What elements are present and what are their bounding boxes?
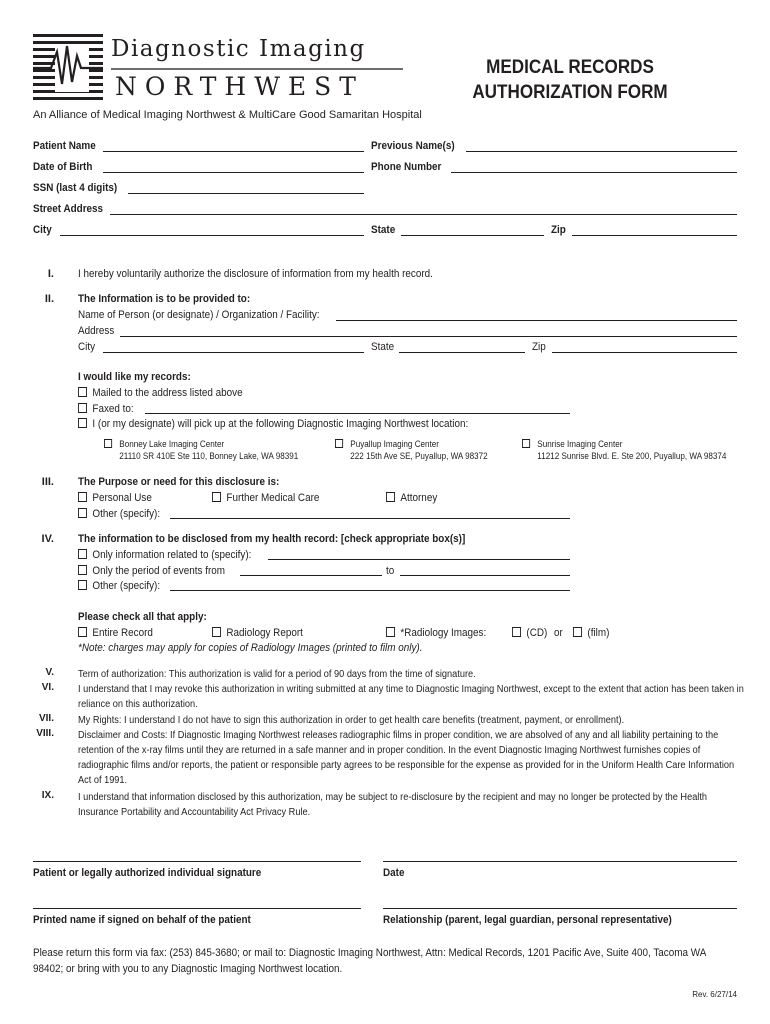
- alliance-text: An Alliance of Medical Imaging Northwest & MultiCare Good Samaritan Hospital: [33, 109, 422, 121]
- recipient-state-label: State: [371, 341, 395, 353]
- checkbox[interactable]: [78, 387, 87, 397]
- checkbox[interactable]: [78, 403, 87, 413]
- checkbox[interactable]: [78, 565, 87, 575]
- section-viii-text: Disclaimer and Costs: If Diagnostic Imaging Northwest releases radiographic films in proper condition, we are absolved of any and all liability pertaining to the retention of the x-ray films until they are returned in a safe manner and in proper condition. In the event Diagnostic Imaging Northwest furnishes copies of radiographic films and/or reports, the patient or responsible party agrees to be responsible for the expense as provided for in the Uniform Health Care Information Act of 1991.: [78, 730, 735, 786]
- disclose-only-related-option[interactable]: Only information related to (specify):: [78, 549, 251, 561]
- phone-field[interactable]: [451, 172, 737, 173]
- street-field[interactable]: [110, 214, 737, 215]
- records-mailed-option[interactable]: Mailed to the address listed above: [78, 387, 243, 399]
- checkbox[interactable]: [78, 549, 87, 559]
- records-delivery-heading: I would like my records:: [78, 371, 191, 383]
- section-ii-number: II.: [44, 293, 54, 305]
- section-viii-number: VIII.: [36, 728, 54, 739]
- checkbox[interactable]: [212, 492, 221, 502]
- checkbox[interactable]: [104, 439, 112, 448]
- images-film-option[interactable]: (film): [573, 627, 609, 639]
- images-or-text: or: [554, 627, 563, 639]
- form-title-line2: AUTHORIZATION FORM: [472, 82, 668, 103]
- dob-field[interactable]: [103, 172, 364, 173]
- section-i-number: I.: [47, 268, 54, 280]
- recipient-city-label: City: [78, 341, 96, 353]
- state-field[interactable]: [401, 235, 544, 236]
- section-vii-text: My Rights: I understand I do not have to sign this authorization in order to get health care benefits (treatment, payment, or enrollment).: [78, 715, 625, 726]
- checkbox[interactable]: [212, 627, 221, 637]
- disclose-period-option[interactable]: Only the period of events from: [78, 565, 225, 577]
- recipient-city-field[interactable]: [103, 352, 364, 353]
- phone-label: Phone Number: [371, 161, 442, 173]
- relationship-label: Relationship (parent, legal guardian, personal representative): [383, 914, 672, 926]
- recipient-person-field[interactable]: [336, 320, 737, 321]
- ssn-field[interactable]: [128, 193, 364, 194]
- checkbox[interactable]: [512, 627, 521, 637]
- state-label: State: [371, 224, 396, 236]
- period-from-field[interactable]: [240, 575, 382, 576]
- location-sunrise[interactable]: Sunrise Imaging Center 11212 Sunrise Blvd. E. Ste 200, Puyallup, WA 98374: [522, 438, 726, 462]
- recipient-zip-field[interactable]: [552, 352, 737, 353]
- recipient-person-label: Name of Person (or designate) / Organization / Facility:: [78, 309, 320, 321]
- section-ix-number: IX.: [41, 790, 54, 801]
- section-vi-number: VI.: [41, 682, 54, 693]
- period-to-label: to: [386, 565, 395, 577]
- recipient-address-label: Address: [78, 325, 115, 337]
- radiology-report-option[interactable]: Radiology Report: [212, 627, 303, 639]
- images-cd-option[interactable]: (CD): [512, 627, 547, 639]
- images-charge-note: *Note: charges may apply for copies of Radiology Images (printed to film only).: [78, 642, 423, 654]
- logo: [33, 32, 403, 104]
- patient-signature-label: Patient or legally authorized individual signature: [33, 867, 262, 879]
- zip-label: Zip: [551, 224, 566, 236]
- recipient-address-field[interactable]: [120, 336, 737, 337]
- checkbox[interactable]: [78, 492, 87, 502]
- checkbox[interactable]: [78, 580, 87, 590]
- purpose-personal-option[interactable]: Personal Use: [78, 492, 152, 504]
- zip-field[interactable]: [572, 235, 737, 236]
- fax-number-field[interactable]: [145, 413, 570, 414]
- section-ii-heading: The Information is to be provided to:: [78, 293, 251, 305]
- checkbox[interactable]: [335, 439, 343, 448]
- printed-name-label: Printed name if signed on behalf of the patient: [33, 914, 251, 926]
- form-title: [453, 55, 687, 105]
- purpose-other-field[interactable]: [170, 518, 570, 519]
- purpose-other-option[interactable]: Other (specify):: [78, 508, 160, 520]
- section-iii-heading: The Purpose or need for this disclosure is:: [78, 476, 280, 488]
- date-label: Date: [383, 867, 405, 879]
- patient-name-label: Patient Name: [33, 140, 96, 152]
- checkbox[interactable]: [386, 492, 395, 502]
- section-v-number: V.: [45, 667, 54, 678]
- disclose-other-option[interactable]: Other (specify):: [78, 580, 160, 592]
- disclose-only-related-field[interactable]: [268, 559, 570, 560]
- recipient-state-field[interactable]: [399, 352, 525, 353]
- section-v-text: Term of authorization: This authorization is valid for a period of 90 days from the time of signature.: [78, 669, 476, 680]
- purpose-attorney-option[interactable]: Attorney: [386, 492, 437, 504]
- logo-mark-icon: [33, 32, 103, 104]
- dob-label: Date of Birth: [33, 161, 93, 173]
- city-label: City: [33, 224, 52, 236]
- section-ix-text: I understand that information disclosed by this authorization, may be subject to re-disclosure by the recipient and may no longer be protected by the Health Insurance Portability and Accountability Act Privacy Rule.: [78, 792, 708, 818]
- patient-name-field[interactable]: [103, 151, 364, 152]
- records-pickup-option[interactable]: I (or my designate) will pick up at the following Diagnostic Imaging Northwest location:: [78, 418, 468, 430]
- radiology-images-option[interactable]: *Radiology Images:: [386, 627, 486, 639]
- section-vii-number: VII.: [38, 713, 54, 724]
- location-puyallup[interactable]: Puyallup Imaging Center 222 15th Ave SE, Puyallup, WA 98372: [335, 438, 488, 462]
- section-iv-number: IV.: [41, 533, 54, 545]
- purpose-further-care-option[interactable]: Further Medical Care: [212, 492, 319, 504]
- printed-name-field[interactable]: [33, 908, 361, 909]
- previous-names-label: Previous Name(s): [371, 140, 455, 152]
- records-faxed-option[interactable]: Faxed to:: [78, 403, 134, 415]
- check-all-heading: Please check all that apply:: [78, 611, 207, 623]
- city-field[interactable]: [60, 235, 364, 236]
- logo-name-line1: Diagnostic Imaging: [111, 36, 366, 62]
- previous-names-field[interactable]: [466, 151, 737, 152]
- section-iii-number: III.: [41, 476, 54, 488]
- checkbox[interactable]: [522, 439, 530, 448]
- checkbox[interactable]: [78, 627, 87, 637]
- section-i-text: I hereby voluntarily authorize the disclosure of information from my health record.: [78, 268, 433, 280]
- logo-name-line2: NORTHWEST: [115, 72, 364, 101]
- date-field[interactable]: [383, 861, 737, 862]
- checkbox[interactable]: [78, 508, 87, 518]
- return-instructions: Please return this form via fax: (253) 845-3680; or mail to: Diagnostic Imaging Northwest, Attn: Medical Records, 1201 Pacific Ave, Suite 400, Tacoma WA 98402; or bring with you to any Diagnostic Imaging Northwest location.: [33, 947, 706, 975]
- recipient-zip-label: Zip: [532, 341, 546, 353]
- ssn-label: SSN (last 4 digits): [33, 182, 118, 194]
- checkbox[interactable]: [386, 627, 395, 637]
- entire-record-option[interactable]: Entire Record: [78, 627, 153, 639]
- checkbox[interactable]: [573, 627, 582, 637]
- disclose-other-field[interactable]: [170, 590, 570, 591]
- patient-signature-field[interactable]: [33, 861, 361, 862]
- street-label: Street Address: [33, 203, 104, 215]
- form-title-line1: MEDICAL RECORDS: [486, 57, 654, 78]
- section-iv-heading: The information to be disclosed from my health record: [check appropriate box(s)]: [78, 533, 466, 545]
- relationship-field[interactable]: [383, 908, 737, 909]
- checkbox[interactable]: [78, 418, 87, 428]
- revision-date: Rev. 6/27/14: [692, 990, 737, 999]
- section-vi-text: I understand that I may revoke this authorization in writing submitted at any time to Diagnostic Imaging Northwest, except to the extent that action has been taken in reliance on this authorization.: [78, 684, 744, 710]
- location-bonney-lake[interactable]: Bonney Lake Imaging Center 21110 SR 410E Ste 110, Bonney Lake, WA 98391: [104, 438, 298, 462]
- period-to-field[interactable]: [400, 575, 570, 576]
- logo-divider: [111, 68, 403, 70]
